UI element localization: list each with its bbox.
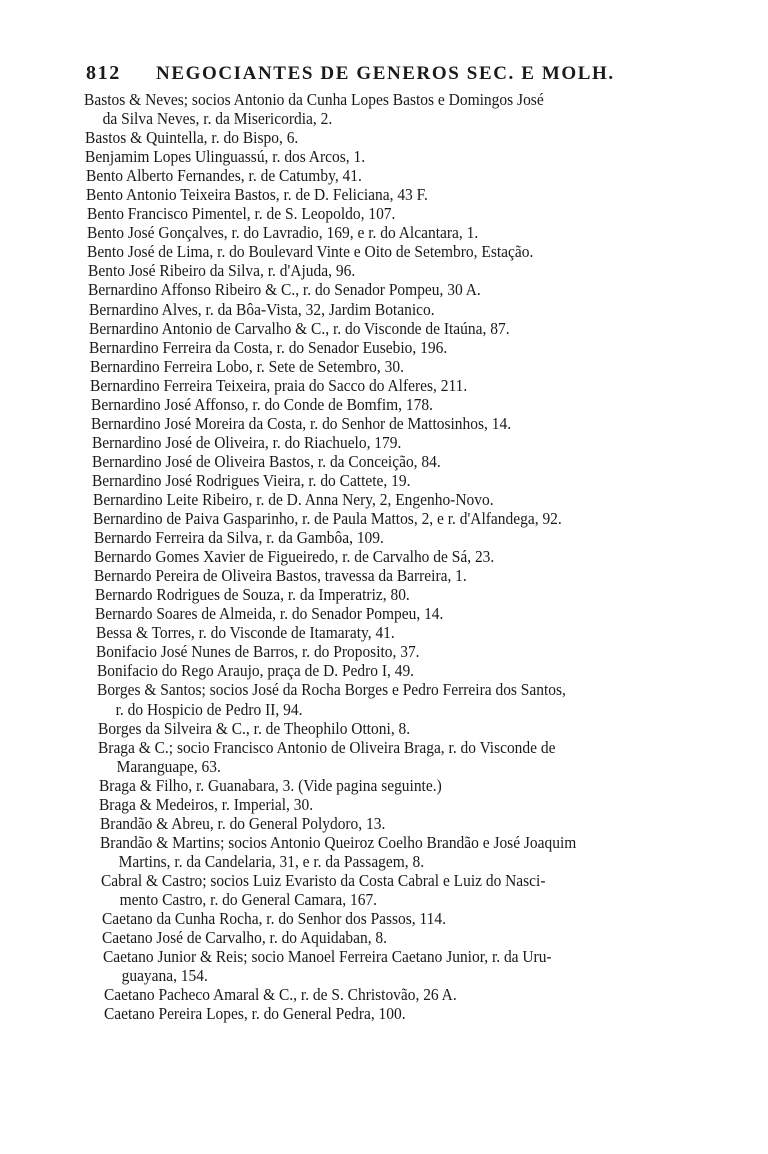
entry-line: Bernardino Leite Ribeiro, r. de D. Anna Nery, 2, Engenho-Novo. [92, 489, 494, 509]
directory-entry [97, 680, 722, 718]
entry-line: Bernardino José de Oliveira, r. do Riachuelo, 179. [91, 432, 401, 452]
entry-list [0, 90, 768, 1023]
entry-line: Bernardino José Moreira da Costa, r. do Senhor de Mattosinhos, 14. [91, 413, 512, 433]
entry-line: Bento Antonio Teixeira Bastos, r. de D. Feliciana, 43 F. [86, 185, 428, 205]
entry-line: Bernardo Ferreira da Silva, r. da Gambôa, 109. [93, 528, 384, 548]
entry-line: Bento José Ribeiro da Silva, r. d'Ajuda, 96. [87, 261, 355, 281]
entry-line: Bernardo Pereira de Oliveira Bastos, travessa da Barreira, 1. [94, 566, 468, 586]
directory-entry [100, 833, 722, 871]
entry-line: Caetano Pacheco Amaral & C., r. de S. Christovão, 26 A. [103, 985, 457, 1005]
directory-entry [89, 338, 721, 357]
directory-entry [84, 90, 722, 128]
directory-entry [104, 1004, 722, 1023]
directory-entry [96, 623, 723, 642]
directory-entry [85, 128, 722, 147]
entry-line: Brandão & Martins; socios Antonio Queiroz Coelho Brandão e José Joaquim [100, 832, 577, 852]
entry-line: Benjamim Lopes Ulinguassú, r. dos Arcos, 1. [85, 147, 366, 167]
directory-entry [91, 414, 722, 433]
entry-line: Bernardino Antonio de Carvalho & C., r. do Visconde de Itaúna, 87. [89, 318, 510, 338]
entry-line: Bernardino Ferreira da Costa, r. do Senador Eusebio, 196. [89, 337, 448, 357]
directory-entry [89, 300, 723, 319]
directory-entry [94, 547, 722, 566]
entry-line: Cabral & Castro; socios Luiz Evaristo da Costa Cabral e Luiz do Nasci- [101, 870, 546, 890]
entry-continuation-line: r. do Hospicio de Pedro II, 94. [115, 699, 303, 719]
directory-entry [92, 471, 721, 490]
directory-entry [90, 376, 722, 395]
running-head: NEGOCIANTES DE GENEROS SEC. E MOLH. [156, 63, 615, 84]
directory-entry [97, 661, 722, 680]
entry-continuation-line: da Silva Neves, r. da Misericordia, 2. [102, 109, 333, 129]
directory-entry [94, 528, 723, 547]
directory-entry [88, 261, 723, 280]
directory-entry [86, 166, 723, 185]
entry-line: Borges da Silveira & C., r. de Theophilo Ottoni, 8. [97, 718, 410, 738]
entry-line: Caetano da Cunha Rocha, r. do Senhor dos Passos, 114. [101, 909, 446, 929]
directory-entry [102, 909, 722, 928]
entry-line: Bernardo Gomes Xavier de Figueiredo, r. de Carvalho de Sá, 23. [94, 547, 495, 567]
directory-entry [99, 776, 722, 795]
directory-entry [87, 223, 722, 242]
entry-continuation-line: Martins, r. da Candelaria, 31, e r. da Passagem, 8. [118, 851, 425, 871]
entry-line: Bento Francisco Pimentel, r. de S. Leopoldo, 107. [86, 204, 395, 224]
directory-entry [94, 566, 721, 585]
entry-line: Caetano José de Carvalho, r. do Aquidaban, 8. [102, 928, 388, 948]
directory-entry [92, 433, 722, 452]
entry-line: Bastos & Neves; socios Antonio da Cunha Lopes Bastos e Domingos José [84, 90, 544, 109]
entry-line: Caetano Pereira Lopes, r. do General Pedra, 100. [104, 1004, 406, 1024]
entry-continuation-line: mento Castro, r. do General Camara, 167. [119, 889, 378, 909]
entry-line: Bernardino José Affonso, r. do Conde de Bomfim, 178. [90, 394, 433, 414]
entry-line: Bernardino José Rodrigues Vieira, r. do Cattete, 19. [92, 470, 411, 490]
directory-entry [89, 319, 722, 338]
entry-line: Bernardino Ferreira Teixeira, praia do Sacco do Alferes, 211. [90, 375, 468, 395]
directory-entry [93, 490, 722, 509]
directory-entry [87, 204, 722, 223]
entry-line: Bernardo Rodrigues de Souza, r. da Imperatriz, 80. [94, 585, 410, 605]
directory-entry [100, 814, 722, 833]
entry-line: Bernardino de Paiva Gasparinho, r. de Paula Mattos, 2, e r. d'Alfandega, 92. [93, 509, 562, 529]
directory-entry [95, 604, 721, 623]
directory-entry [92, 452, 722, 471]
directory-entry [102, 928, 721, 947]
entry-line: Caetano Junior & Reis; socio Manoel Ferreira Caetano Junior, r. da Uru- [102, 947, 552, 967]
entry-line: Bernardo Soares de Almeida, r. do Senador Pompeu, 14. [95, 604, 444, 624]
entry-line: Bonifacio do Rego Araujo, praça de D. Pedro I, 49. [96, 661, 414, 681]
entry-line: Bernardino Affonso Ribeiro & C., r. do Senador Pompeu, 30 A. [88, 280, 481, 300]
directory-entry [88, 280, 722, 299]
entry-line: Braga & Medeiros, r. Imperial, 30. [99, 794, 314, 814]
directory-entry [85, 147, 721, 166]
entry-line: Braga & Filho, r. Guanabara, 3. (Vide pagina seguinte.) [99, 775, 442, 795]
page-number: 812 [86, 62, 121, 84]
directory-entry [96, 642, 722, 661]
directory-entry [87, 242, 721, 261]
directory-entry [103, 947, 722, 985]
entry-line: Bernardino José de Oliveira Bastos, r. da Conceição, 84. [91, 451, 441, 471]
entry-line: Bento José de Lima, r. do Boulevard Vinte e Oito de Setembro, Estação. [87, 242, 534, 262]
directory-entry [90, 357, 722, 376]
directory-entry [86, 185, 722, 204]
entry-line: Bastos & Quintella, r. do Bispo, 6. [84, 128, 299, 148]
directory-entry [91, 395, 723, 414]
entry-line: Bernardino Alves, r. da Bôa-Vista, 32, Jardim Botanico. [88, 299, 435, 319]
directory-entry [98, 738, 722, 776]
directory-entry [98, 719, 723, 738]
entry-line: Bento Alberto Fernandes, r. de Catumby, 41. [85, 166, 362, 186]
entry-line: Bessa & Torres, r. do Visconde de Itamaraty, 41. [95, 623, 395, 643]
entry-line: Bento José Gonçalves, r. do Lavradio, 169, e r. do Alcantara, 1. [86, 223, 479, 243]
directory-entry [93, 509, 722, 528]
directory-entry [99, 795, 721, 814]
entry-line: Brandão & Abreu, r. do General Polydoro, 13. [99, 813, 386, 833]
entry-line: Borges & Santos; socios José da Rocha Borges e Pedro Ferreira dos Santos, [96, 680, 566, 700]
page-header [86, 62, 706, 90]
directory-entry [104, 985, 723, 1004]
entry-line: Bernardino Ferreira Lobo, r. Sete de Setembro, 30. [89, 356, 404, 376]
directory-entry [95, 585, 722, 604]
entry-line: Bonifacio José Nunes de Barros, r. do Proposito, 37. [96, 642, 420, 662]
entry-line: Braga & C.; socio Francisco Antonio de Oliveira Braga, r. do Visconde de [98, 737, 556, 757]
entry-continuation-line: guayana, 154. [121, 966, 208, 986]
entry-continuation-line: Maranguape, 63. [116, 756, 222, 776]
directory-entry [101, 871, 722, 909]
